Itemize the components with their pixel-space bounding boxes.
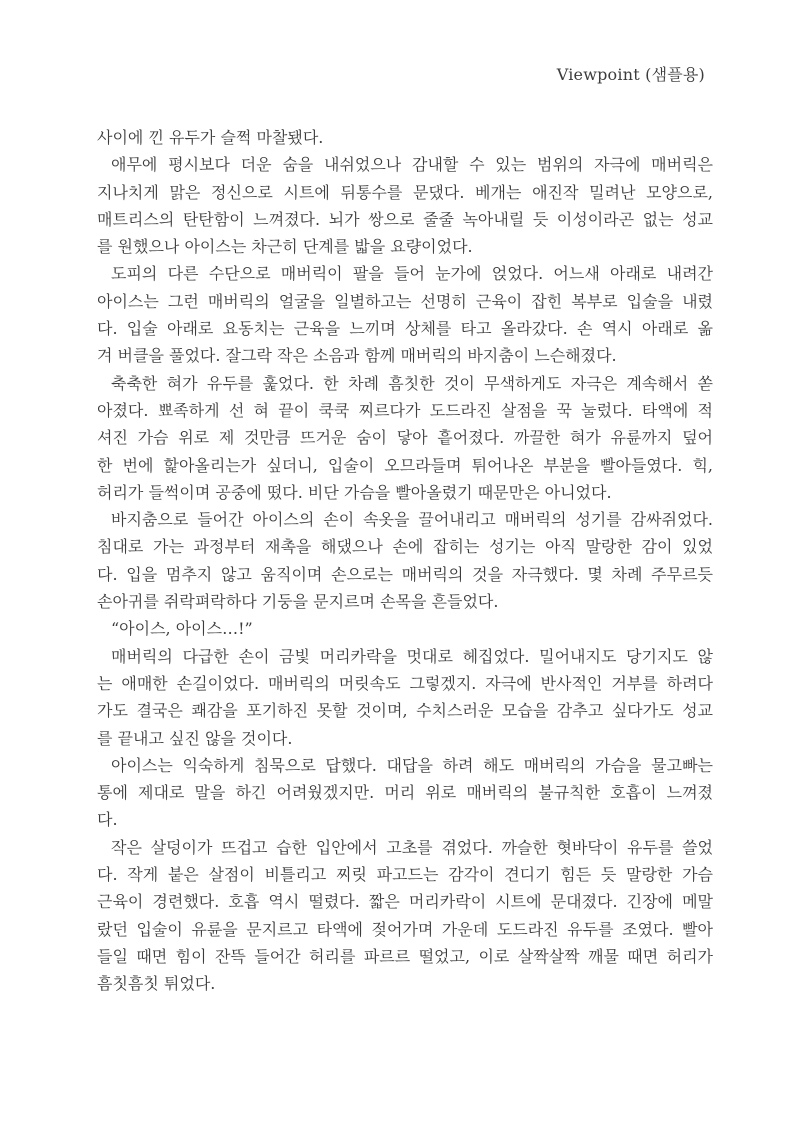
text-line: 도피의 다른 수단으로 매버릭이 팔을 들어 눈가에 얹었다. 어느새 아래로 내려간 (111, 264, 713, 284)
text-line: 사이에 낀 유두가 슬쩍 마찰됐다. (97, 128, 324, 147)
text-line: 는 애매한 손길이었다. 매버릭의 머릿속도 그렇겠지. 자극에 반사적인 거부를 하려다 (97, 673, 713, 693)
text-line: 겨 버클을 풀었다. 잘그락 작은 소음과 함께 매버릭의 바지춤이 느슨해졌다. (97, 346, 617, 366)
text-line: “아이스, 아이스…!” (111, 619, 253, 639)
text-line: 들일 때면 힘이 잔뜩 들어간 허리를 파르르 떨었고, 이로 살짝살짝 깨물 때면 허리가 (97, 946, 713, 966)
paragraph (97, 370, 713, 506)
text-line: 다. 입을 멈추지 않고 움직이며 손으로는 매버릭의 것을 자극했다. 몇 차례 주무르듯 (97, 564, 713, 584)
text-line: 셔진 가슴 위로 제 것만큼 뜨거운 숨이 닿아 흩어졌다. 까끌한 혀가 유륜까지 덮어 (97, 428, 713, 448)
text-line: 가도 결국은 쾌감을 포기하진 못할 것이며, 수치스러운 모습을 감추고 싶다가도 성교 (97, 701, 713, 721)
text-line: 흠칫흠칫 튀었다. (97, 974, 216, 994)
document-body (97, 124, 713, 998)
paragraph (97, 124, 713, 151)
text-line: 허리가 들썩이며 공중에 떴다. 비단 가슴을 빨아올렸기 때문만은 아니었다. (97, 482, 612, 502)
text-line: 작은 살덩이가 뜨겁고 습한 입안에서 고초를 겪었다. 까슬한 혓바닥이 유두를 쓸었 (111, 837, 713, 857)
paragraph (97, 615, 713, 642)
paragraph (97, 834, 713, 998)
paragraph (97, 260, 713, 369)
text-line: 매트리스의 탄탄함이 느껴졌다. 뇌가 쌍으로 줄줄 녹아내릴 듯 이성이라곤 없는 성교 (97, 209, 713, 229)
paragraph (97, 151, 713, 260)
text-line: 아졌다. 뾰족하게 선 혀 끝이 쿡쿡 찌르다가 도드라진 살점을 꾹 눌렀다. 타액에 적 (97, 400, 713, 420)
text-line: 매버릭의 다급한 손이 금빛 머리카락을 멋대로 헤집었다. 밀어내지도 당기지도 않 (111, 646, 713, 666)
paragraph (97, 643, 713, 752)
text-line: 지나치게 맑은 정신으로 시트에 뒤통수를 문댔다. 베개는 애진작 밀려난 모양으로, (97, 182, 713, 202)
paragraph (97, 506, 713, 615)
text-line: 애무에 평시보다 더운 숨을 내쉬었으나 감내할 수 있는 범위의 자극에 매버릭은 (111, 155, 713, 175)
text-line: 아이스는 그런 매버릭의 얼굴을 일별하고는 선명히 근육이 잡힌 복부로 입술을 내렸 (97, 291, 713, 311)
page-header (97, 62, 705, 85)
text-line: 바지춤으로 들어간 아이스의 손이 속옷을 끌어내리고 매버릭의 성기를 감싸쥐었다. (111, 510, 713, 530)
text-line: 다. 작게 붙은 살점이 비틀리고 찌릿 파고드는 감각이 견디기 힘든 듯 말랑한 가슴 (97, 865, 713, 885)
text-line: 통에 제대로 말을 하긴 어려웠겠지만. 머리 위로 매버릭의 불규칙한 호흡이 느껴졌 (97, 783, 713, 803)
text-line: 아이스는 익숙하게 침묵으로 답했다. 대답을 하려 해도 매버릭의 가슴을 물고빠는 (111, 755, 713, 775)
text-line: 다. (97, 810, 118, 830)
text-line: 침대로 가는 과정부터 재촉을 해댔으나 손에 잡히는 성기는 아직 말랑한 감이 있었 (97, 537, 713, 557)
text-line: 를 원했으나 아이스는 차근히 단계를 밟을 요량이었다. (97, 237, 473, 257)
header-title: Viewpoint (샘플용) (556, 65, 705, 84)
text-line: 손아귀를 쥐락펴락하다 기둥을 문지르며 손목을 흔들었다. (97, 592, 499, 612)
paragraph (97, 752, 713, 834)
text-line: 랐던 입술이 유륜을 문지르고 타액에 젖어가며 가운데 도드라진 유두를 조였다. 빨아 (97, 919, 713, 939)
text-line: 를 끝내고 싶진 않을 것이다. (97, 728, 293, 748)
text-line: 다. 입술 아래로 요동치는 근육을 느끼며 상체를 타고 올라갔다. 손 역시 아래로 옮 (97, 319, 713, 339)
text-line: 축축한 혀가 유두를 훑었다. 한 차례 흠칫한 것이 무색하게도 자극은 계속해서 쏟 (111, 373, 713, 393)
text-line: 근육이 경련했다. 호흡 역시 떨렸다. 짧은 머리카락이 시트에 문대졌다. 긴장에 메말 (97, 892, 713, 912)
text-line: 한 번에 핥아올리는가 싶더니, 입술이 오므라들며 튀어나온 부분을 빨아들였다. 힉, (97, 455, 713, 475)
